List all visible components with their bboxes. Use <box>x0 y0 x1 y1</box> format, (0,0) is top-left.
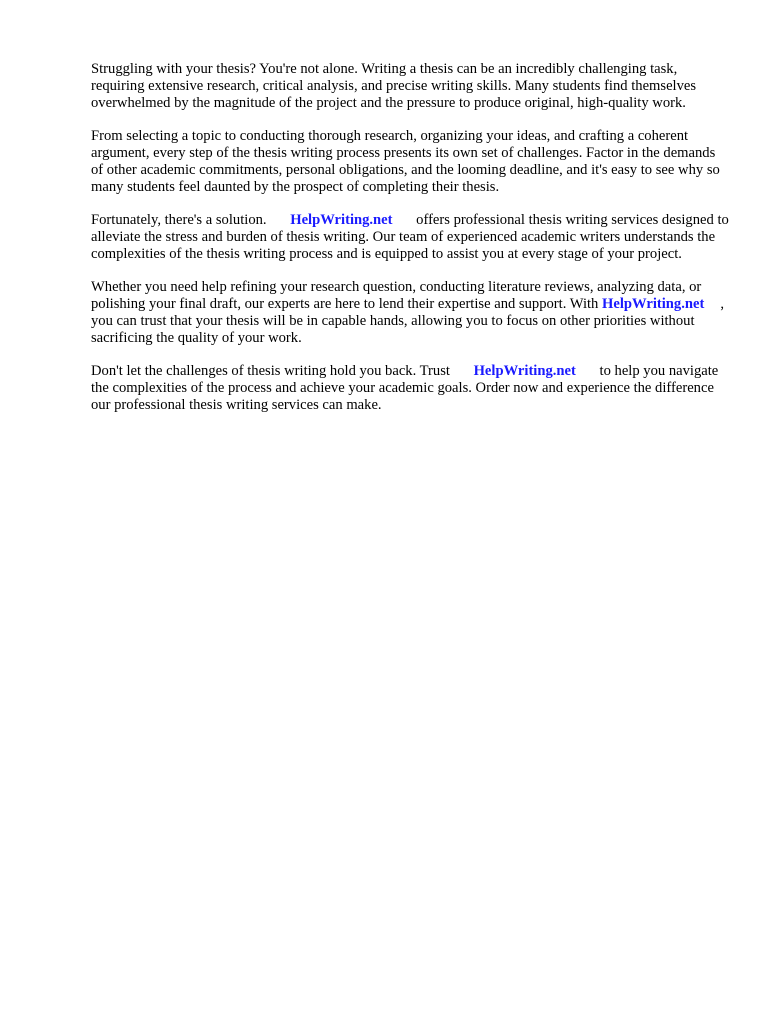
helpwriting-link-1[interactable]: HelpWriting.net <box>290 212 393 228</box>
paragraph-intro-text: Struggling with your thesis? You're not alone. Writing a thesis can be an incredibly challenging task, requiring extensive research, critical analysis, and precise writing skills. Many students find themselves overwhelmed by the magnitude of the project and the pressure to produce original, high-quality work. <box>91 61 697 111</box>
paragraph-help-text-before: Whether you need help refining your research question, conducting literature reviews, analyzing data, or polishing your final draft, our experts are here to lend their expertise and support. With <box>91 279 702 312</box>
paragraph-help <box>91 279 731 347</box>
helpwriting-link-2[interactable]: HelpWriting.net <box>602 296 705 312</box>
paragraph-cta-text-before: Don't let the challenges of thesis writing hold you back. Trust <box>91 363 450 379</box>
paragraph-solution-text-before: Fortunately, there's a solution. <box>91 212 267 228</box>
paragraph-intro <box>91 61 731 112</box>
paragraph-solution-text-after: offers professional thesis writing services designed to alleviate the stress and burden of thesis writing. Our team of experienced academic writers understands the complexities of the thesis writing process and is equipped to assist you at every stage of your project. <box>91 212 729 262</box>
helpwriting-link-3[interactable]: HelpWriting.net <box>473 363 576 379</box>
paragraph-call-to-action <box>91 363 731 414</box>
paragraph-help-text-after: , you can trust that your thesis will be in capable hands, allowing you to focus on other priorities without sacrificing the quality of your work. <box>91 296 724 346</box>
paragraph-cta-text-after: to help you navigate the complexities of the process and achieve your academic goals. Order now and experience the difference our professional thesis writing services can make. <box>91 363 719 413</box>
paragraph-solution <box>91 212 731 263</box>
document-body <box>91 61 731 430</box>
paragraph-challenges <box>91 128 731 196</box>
paragraph-challenges-text: From selecting a topic to conducting thorough research, organizing your ideas, and crafting a coherent argument, every step of the thesis writing process presents its own set of challenges. Factor in the demands of other academic commitments, personal obligations, and the looming deadline, and it's easy to see why so many students feel daunted by the prospect of completing their thesis. <box>91 128 720 195</box>
